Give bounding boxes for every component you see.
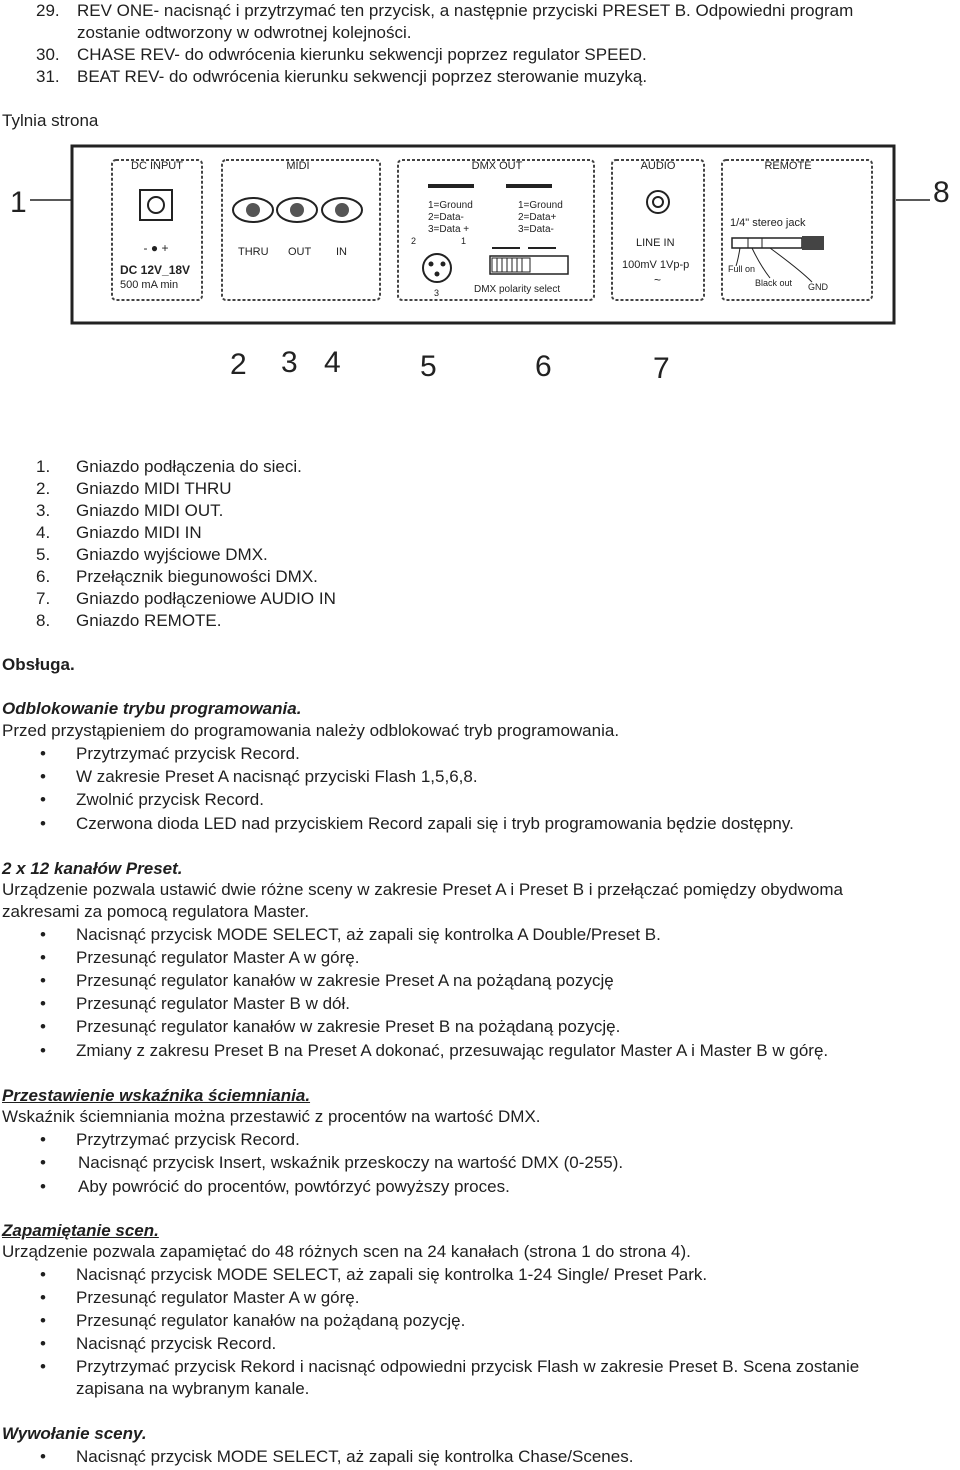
section-heading: Zapamiętanie scen.	[2, 1221, 159, 1240]
section-label-midi: MIDI	[286, 160, 310, 172]
midi-out-label: OUT	[288, 246, 312, 258]
section-intro: Urządzenie pozwala ustawić dwie różne sceny w zakresie Preset A i Preset B i przełączać pomiędzy obydwoma	[2, 880, 843, 899]
midi-thru-label: THRU	[238, 246, 269, 258]
item-number: 31.	[36, 67, 60, 86]
xlr-pin-2: 2	[411, 236, 417, 246]
stereo-jack-plug-icon	[732, 236, 824, 282]
dc-socket-icon	[140, 190, 172, 220]
section-heading: Wywołanie sceny.	[2, 1424, 147, 1443]
midi-box	[222, 160, 380, 300]
section-heading: Odblokowanie trybu programowania.	[2, 699, 302, 718]
rear-panel-diagram	[0, 140, 960, 385]
dc-label-current: 500 mA min	[120, 279, 179, 291]
dmx-right-3: 3=Data-	[518, 224, 554, 235]
section-intro: Urządzenie pozwala zapamiętać do 48 różnych scen na 24 kanałach (strona 1 do strona 4).	[2, 1242, 691, 1261]
svg-text:~: ~	[654, 273, 662, 287]
dmx-left-3: 3=Data +	[428, 224, 470, 235]
dmx-left-2: 2=Data-	[428, 212, 464, 223]
remote-gnd: GND	[808, 282, 828, 292]
remote-black-out: Black out	[755, 278, 793, 288]
section-label-dmx: DMX OUT	[471, 160, 523, 172]
dmx-polarity-switch-icon	[490, 256, 568, 274]
audio-line-in: LINE IN	[636, 237, 675, 249]
callout-1: 1	[10, 186, 27, 219]
callout-8: 8	[933, 176, 950, 209]
remote-full-on: Full on	[728, 264, 756, 274]
callout-2: 2	[230, 348, 247, 381]
midi-out-socket-icon	[277, 198, 317, 222]
remote-jack-label: 1/4" stereo jack	[730, 217, 806, 229]
item-number: 30.	[36, 45, 60, 64]
xlr-pin-1: 1	[461, 236, 467, 246]
midi-in-label: IN	[336, 246, 347, 258]
dmx-left-1: 1=Ground	[428, 200, 473, 211]
dmx-switch-label: DMX polarity select	[474, 284, 561, 295]
callout-6: 6	[535, 350, 552, 383]
dmx-right-2: 2=Data+	[518, 212, 557, 223]
section-intro: Przed przystąpieniem do programowania należy odblokować tryb programowania.	[2, 721, 620, 740]
section-intro: Wskaźnik ściemniania można przestawić z procentów na wartość DMX.	[2, 1107, 541, 1126]
dmx-right-1: 1=Ground	[518, 200, 563, 211]
midi-thru-socket-icon	[233, 198, 273, 222]
remote-box	[722, 160, 872, 300]
xlr-socket-icon	[423, 254, 451, 282]
callout-4: 4	[324, 346, 341, 379]
section-heading: Przestawienie wskaźnika ściemniania.	[2, 1086, 311, 1105]
rear-panel-title: Tylnia strona	[2, 111, 99, 130]
section-label-audio: AUDIO	[640, 160, 676, 172]
item-number: 29.	[36, 1, 60, 20]
item-text: BEAT REV- do odwrócenia kierunku sekwencji poprzez sterowanie muzyką.	[77, 67, 648, 86]
callout-7: 7	[653, 352, 670, 385]
section-label-remote: REMOTE	[764, 160, 812, 172]
dc-polarity: - ● +	[143, 241, 169, 255]
item-text: zostanie odtworzony w odwrotnej kolejności.	[77, 23, 412, 42]
bullet-continuation: zapisana na wybranym kanale.	[76, 1379, 310, 1398]
xlr-pin-3: 3	[434, 288, 440, 298]
callout-5: 5	[420, 350, 437, 383]
section-intro-cont: zakresami za pomocą regulatora Master.	[2, 902, 310, 921]
panel-outline	[72, 146, 894, 323]
section-heading: 2 x 12 kanałów Preset.	[2, 859, 183, 878]
dc-label-voltage: DC 12V_18V	[120, 263, 191, 277]
section-heading-obsluga: Obsługa.	[2, 655, 75, 674]
callout-3: 3	[281, 346, 298, 379]
section-label-dc: DC INPUT	[131, 160, 183, 172]
item-text: REV ONE- nacisnąć i przytrzymać ten przycisk, a następnie przyciski PRESET B. Odpowiedni program	[77, 1, 854, 20]
midi-in-socket-icon	[322, 198, 362, 222]
audio-jack-icon	[647, 191, 669, 213]
item-text: CHASE REV- do odwrócenia kierunku sekwencji poprzez regulator SPEED.	[77, 45, 647, 64]
audio-level: 100mV 1Vp-p	[622, 259, 690, 271]
